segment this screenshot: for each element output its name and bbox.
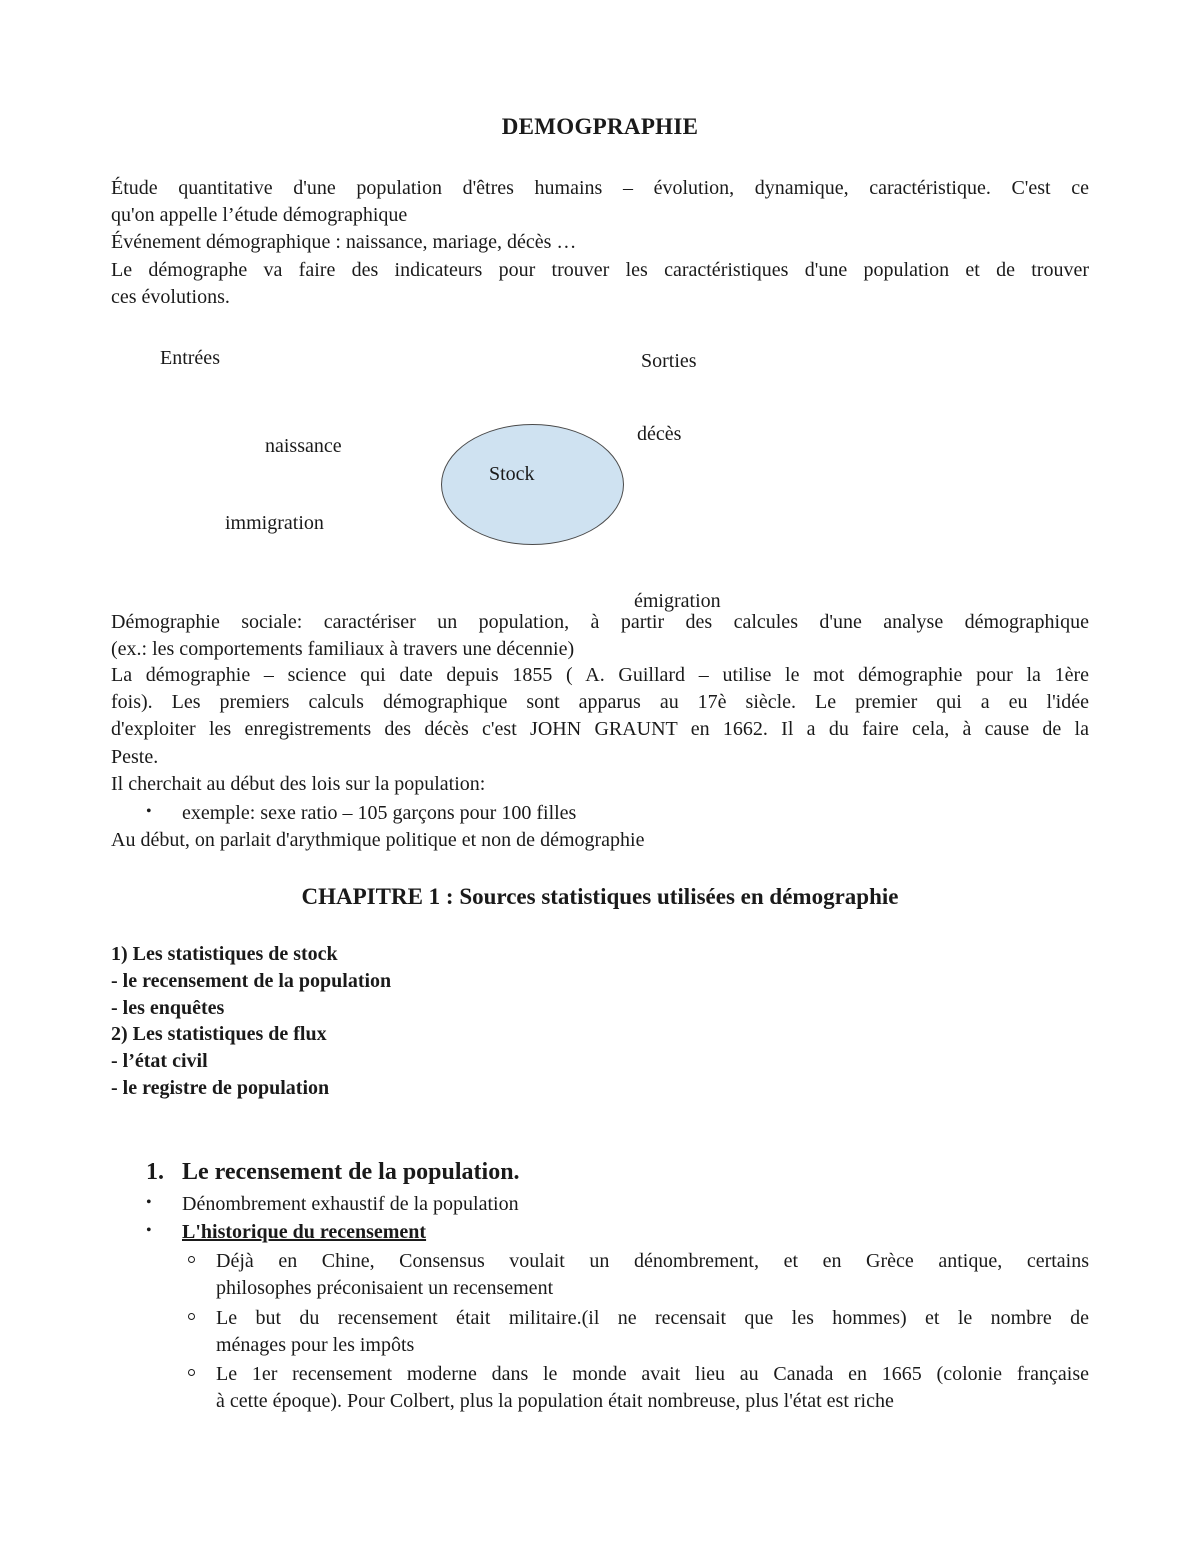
body-p1-line-1: Démographie sociale: caractériser un population, à partir des calcules d'une analyse démographique xyxy=(111,611,1089,633)
body-p2-line-4: Peste. xyxy=(111,746,159,768)
body-p4: Au début, on parlait d'arythmique politique et non de démographie xyxy=(111,829,645,851)
intro-line-2: qu'on appelle l’étude démographique xyxy=(111,204,408,226)
diagram-label-sorties: Sorties xyxy=(641,350,697,372)
diagram-label-immigration: immigration xyxy=(225,512,324,534)
diagram-label-naissance: naissance xyxy=(265,435,342,457)
section-title: Le recensement de la population. xyxy=(182,1159,520,1185)
chapter-title: CHAPITRE 1 : Sources statistiques utilisées en démographie xyxy=(301,884,899,909)
body-p2-line-2: fois). Les premiers calculs démographique sont apparus au 17è siècle. Le premier qui a eu l'idée xyxy=(111,691,1089,713)
sub-item-2-line-2: ménages pour les impôts xyxy=(216,1334,415,1356)
sub-item-2-line-1: Le but du recensement était militaire.(il ne recensait que les hommes) et le nombre de xyxy=(216,1307,1089,1329)
sub-item-3-line-2: à cette époque). Pour Colbert, plus la population était nombreuse, plus l'état est riche xyxy=(216,1390,894,1412)
body-p2-line-3: d'exploiter les enregistrements des décès c'est JOHN GRAUNT en 1662. Il a du faire cela, à cause de la xyxy=(111,718,1089,740)
body-p2-line-1: La démographie – science qui date depuis 1855 ( A. Guillard – utilise le mot démographie pour la 1ère xyxy=(111,664,1089,686)
sub-item-1-line-2: philosophes préconisaient un recensement xyxy=(216,1277,554,1299)
chapter-item-1: 1) Les statistiques de stock xyxy=(111,943,338,965)
diagram-label-deces: décès xyxy=(637,423,682,445)
bullet-dot-icon: • xyxy=(146,1222,152,1239)
chapter-item-5: - l’état civil xyxy=(111,1050,208,1072)
sub-item-3-line-1: Le 1er recensement moderne dans le monde avait lieu au Canada en 1665 (colonie française xyxy=(216,1363,1089,1385)
sub-bullet-circle-icon xyxy=(188,1369,195,1376)
bullet-dot-icon: • xyxy=(146,1194,152,1211)
diagram-label-emigration: émigration xyxy=(634,590,721,612)
intro-line-3: Événement démographique : naissance, mariage, décès … xyxy=(111,231,577,253)
intro-line-5: ces évolutions. xyxy=(111,286,230,308)
section-bullet-2: L'historique du recensement xyxy=(182,1221,427,1243)
section-bullet-1: Dénombrement exhaustif de la population xyxy=(182,1193,519,1215)
sub-item-1-line-1: Déjà en Chine, Consensus voulait un dénombrement, et en Grèce antique, certains xyxy=(216,1250,1089,1272)
bullet-dot-icon: • xyxy=(146,803,152,820)
chapter-item-4: 2) Les statistiques de flux xyxy=(111,1023,327,1045)
section-number: 1. xyxy=(146,1159,164,1185)
intro-line-4: Le démographe va faire des indicateurs pour trouver les caractéristiques d'une population et de trouver xyxy=(111,259,1089,281)
body-p3: Il cherchait au début des lois sur la population: xyxy=(111,773,486,795)
chapter-item-3: - les enquêtes xyxy=(111,997,225,1019)
intro-line-1: Étude quantitative d'une population d'êtres humains – évolution, dynamique, caractéristique. C'est ce xyxy=(111,177,1089,199)
chapter-item-6: - le registre de population xyxy=(111,1077,330,1099)
document-title: DEMOGPRAPHIE xyxy=(501,114,699,139)
body-bullet-1: exemple: sexe ratio – 105 garçons pour 100 filles xyxy=(182,802,577,824)
sub-bullet-circle-icon xyxy=(188,1256,195,1263)
chapter-item-2: - le recensement de la population xyxy=(111,970,392,992)
diagram-label-entrees: Entrées xyxy=(160,347,220,369)
sub-bullet-circle-icon xyxy=(188,1313,195,1320)
body-p1-line-2: (ex.: les comportements familiaux à travers une décennie) xyxy=(111,638,575,660)
diagram-label-stock: Stock xyxy=(489,463,535,485)
